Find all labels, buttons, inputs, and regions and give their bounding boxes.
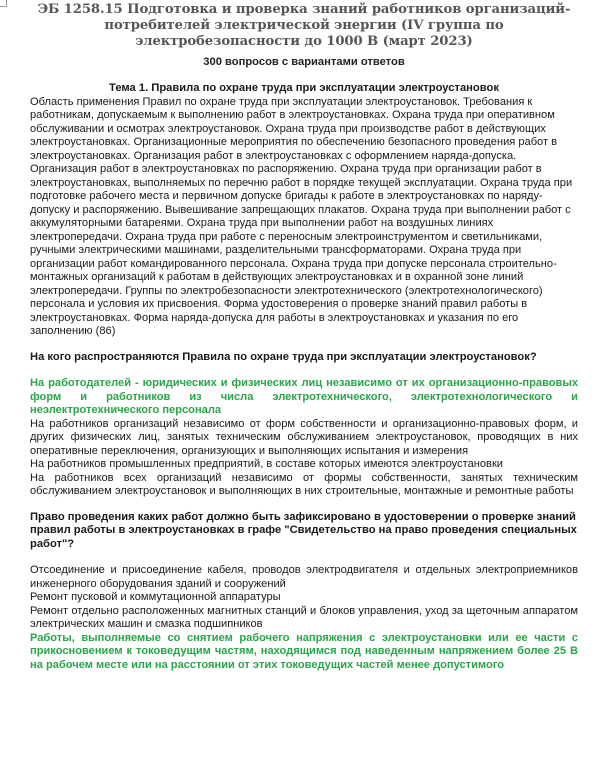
answer-option: Ремонт пусковой и коммутационной аппаратуры [30, 591, 281, 603]
document-title: ЭБ 1258.15 Подготовка и проверка знаний работников организаций-потребителей электрической энергии (IV группа по электробезопасности до 1000 В (март 2023) [37, 2, 571, 49]
answer-option: Отсоединение и присоединение кабеля, проводов электродвигателя и отдельных электроприемников инженерного оборудования зданий и сооружений [30, 564, 578, 590]
question-block-1 [30, 351, 578, 499]
answer-option: Ремонт отдельно расположенных магнитных станций и блоков управления, уход за щеточным аппаратом электрических машин и смазка подшипников [30, 604, 578, 630]
answer-option: На работников всех организаций независимо от формы собственности, занятых техническим обслуживанием электроустановок и выполняющих в них строительные, монтажные и ремонтные работы [30, 471, 578, 497]
document-subtitle: 300 вопросов с вариантами ответов [203, 56, 405, 68]
answer-option-correct: На работодателей - юридических и физических лиц независимо от их организационно-правовых форм и работников из числа электротехнического, электротехнологического и неэлектротехнического персонала [30, 377, 578, 416]
answer-option: На работников промышленных предприятий, в составе которых имеются электроустановки [30, 458, 504, 470]
document-page [30, 0, 578, 672]
window-corner-mark [0, 0, 7, 7]
question-text: На кого распространяются Правила по охране труда при эксплуатации электроустановок? [30, 350, 537, 363]
topic-description: Область применения Правил по охране труда при эксплуатации электроустановок. Требования к работникам, допускаемым к выполнению работ в электроустановках. Охрана труда при оперативном обслуживании и осмотрах электроустановок. Охрана труда при производстве работ в действующих электроустановках. Организационные мероприятия по обеспечению безопасного проведения работ в электроустановках. Организация работ в электроустановках с оформлением наряда-допуска. Организация работ в электроустановках по распоряжению. Охрана труда при организации работ в электроустановках, выполняемых по перечню работ в порядке текущей эксплуатации. Охрана труда при подготовке рабочего места и первичном допуске бригады к работе в электроустановках по наряду-допуску и распоряжению. Вывешивание запрещающих плакатов. Охрана труда при выполнении работ с аккумуляторными батареями. Охрана труда при выполнении работ на воздушных линиях электропередачи. Охрана труда при работе с переносным электроинструментом и светильниками, ручными электрическими машинами, разделительными трансформаторами. Охрана труда при организации работ командированного персонала. Охрана труда при допуске персонала строительно-монтажных организаций к работам в действующих электроустановках и в охранной зоне линий электропередачи. Группы по электробезопасности электротехнического (электротехнологического) персонала и условия их присвоения. Форма удостоверения о проверке знаний правил работы в электроустановках. Форма наряда-допуска для работы в электроустановках и указания по его заполнению (86) [30, 95, 573, 337]
question-block-2 [30, 511, 578, 673]
topic-title: Тема 1. Правила по охране труда при эксплуатации электроустановок [109, 82, 499, 94]
question-text: Право проведения каких работ должно быть зафиксировано в удостоверении о проверке знаний правил работы в электроустановках в графе "Свидетельство на право проведения специальных работ"? [30, 510, 577, 550]
answer-option-correct: Работы, выполняемые со снятием рабочего напряжения с электроустановки или ее части с прикосновением к токоведущим частям, находящимся под наведенным напряжением более 25 В на рабочем месте или на расстоянии от этих токоведущих частей менее допустимого [30, 631, 578, 671]
answer-list [30, 564, 578, 672]
answer-option: На работников организаций независимо от форм собственности и организационно-правовых форм, и других физических лиц, занятых техническим обслуживанием электроустановок, проводящих в них оперативные переключения, организующих и выполняющих испытания и измерения [30, 417, 578, 457]
answer-list [30, 377, 578, 499]
